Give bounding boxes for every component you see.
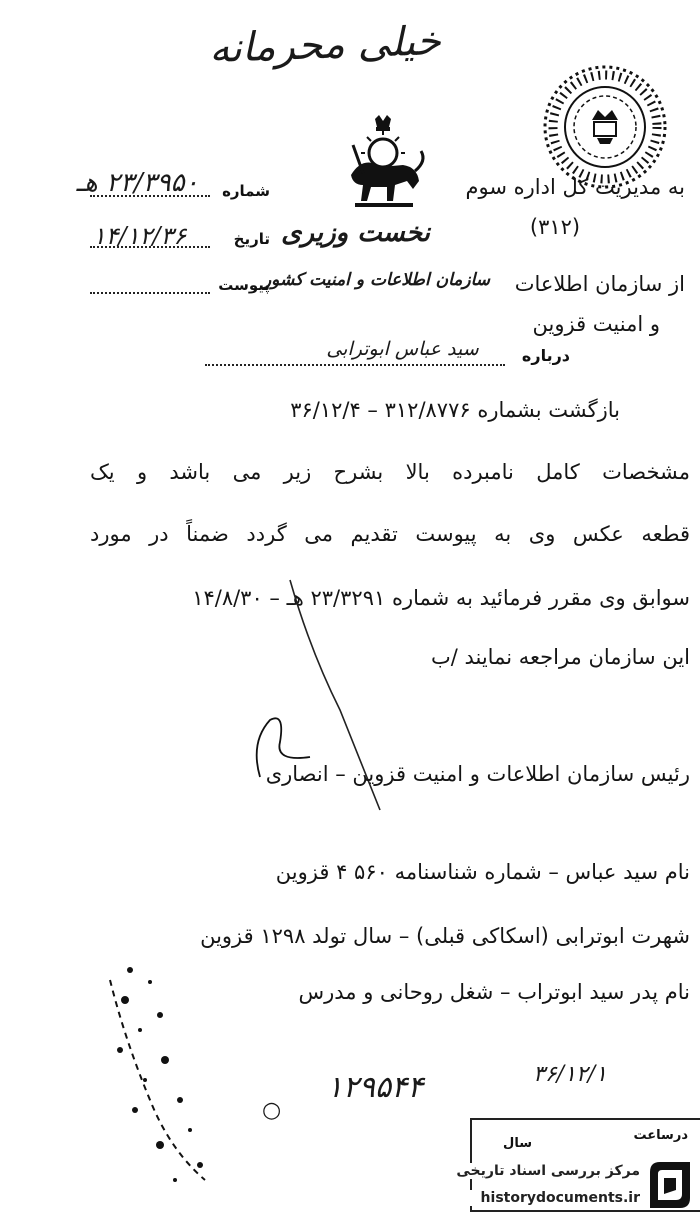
watermark-title: مرکز بررسی اسناد تاریخی [456,1163,640,1179]
ink-smudge-mark [90,960,220,1190]
date-value: ۱۴/۱۲/۳۶ [92,222,187,250]
classification-stamp: خیلی محرمانه [208,17,442,73]
sender-line-2: و امنیت قزوین [532,312,660,336]
archive-logo-icon [644,1158,696,1214]
footer-handwritten-number: ۱۲۹۵۴۴ [326,1070,424,1105]
footer-circle-mark: ○ [262,1098,282,1123]
details-line-1: نام سید عباس – شماره شناسنامه ۵۶۰ ۴ قزوین [275,860,690,884]
lion-sun-crown-emblem-icon [333,115,433,215]
number-label: شماره [222,182,270,200]
emblem-seal-icon [540,62,670,192]
ministry-title: نخست وزیری [281,218,430,248]
subject-value: سید عباس ابوترابی [326,338,479,360]
body-line-2: مشخصات کامل نامبرده بالا بشرح زیر می باشد و یک [90,460,690,484]
registry-stamp-text-1: درساعت [633,1128,688,1143]
attachment-dotted-line [90,290,210,294]
attachment-label: پیوست [218,276,270,294]
recipient-line: به مدیریت کل اداره سوم [465,175,685,199]
watermark-url: historydocuments.ir [460,1190,640,1206]
sender-line: از سازمان اطلاعات [514,272,685,296]
subject-label: درباره [521,346,570,365]
body-line-5: این سازمان مراجعه نمایند /ب [430,645,690,669]
details-line-2: شهرت ابوترابی (اسکاکی قبلی) – سال تولد ۱۲۹۸ قزوین [200,924,690,948]
body-line-4: سوابق وی مقرر فرمائید به شماره ۲۳/۳۲۹۱ هـ – ۱۴/۸/۳۰ [192,586,690,610]
signature-line: رئیس سازمان اطلاعات و امنیت قزوین – انصاری [265,762,690,786]
body-line-1: بازگشت بشماره ۳۱۲/۸۷۷۶ – ۳۶/۱۲/۴ [290,398,620,422]
registry-stamp-text-2: سال [503,1136,532,1151]
org-title: سازمان اطلاعات و امنیت کشور [262,270,490,290]
details-line-3: نام پدر سید ابوتراب – شغل روحانی و مدرس [298,980,690,1004]
recipient-code: (۳۱۲) [529,215,581,239]
footer-handwritten-date: ۳۶/۱۲/۱ [533,1062,607,1087]
body-line-3: قطعه عکس وی به پیوست تقدیم می گردد ضمناً در مورد [90,522,690,546]
number-value: ۲۳/۳۹۵۰ هـ [76,168,199,198]
date-dotted-line [90,244,210,248]
subject-dotted-line [205,362,505,366]
date-label: تاریخ [233,230,270,248]
number-dotted-line [90,193,210,197]
